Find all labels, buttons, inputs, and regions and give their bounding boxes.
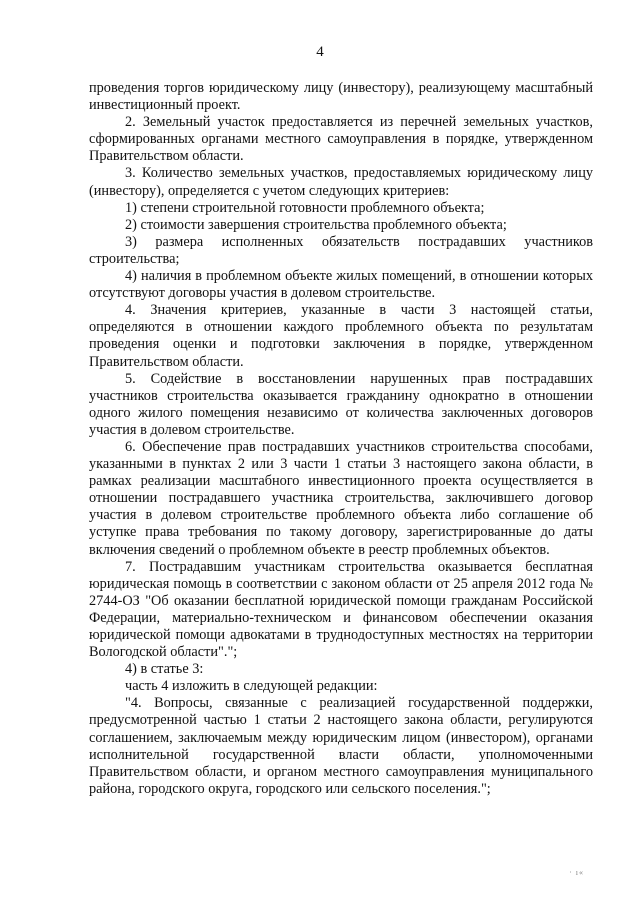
criterion-item-1: 1) степени строительной готовности проблемного объекта; xyxy=(125,199,485,216)
criterion-item-3: 3) размера исполненных обязательств пострадавших участников строительства; xyxy=(89,233,593,267)
paragraph-part-6: 6. Обеспечение прав пострадавших участников строительства способами, указанными в пунктах 2 или 3 части 1 статьи 3 настоящего закона области, в рамках реализации масштабного инвестиционного проекта осуществляется в отношении пострадавшего участника строительства, заключившего договор участия в долевом строительстве проблемного объекта либо соглашение об уступке права требования по такому договору, зарегистрированные до даты включения сведений о проблемном объекте в реестр проблемных объектов. xyxy=(89,438,593,558)
paragraph-continuation: проведения торгов юридическому лицу (инвестору), реализующему масштабный инвестиционный проект. xyxy=(89,80,593,114)
criterion-item-2: 2) стоимости завершения строительства проблемного объекта; xyxy=(125,216,507,233)
paragraph-part-7: 7. Пострадавшим участникам строительства оказывается бесплатная юридическая помощь в соответствии с законом области от 25 апреля 2012 года № 2744-ОЗ "Об оказании бесплатной юридической помощи гражданам Российской Федерации, материально-техническом и финансовом обеспечении оказания юридической помощи адвокатами в труднодоступных местностях на территории Вологодской области"."; xyxy=(89,558,593,661)
paragraph-part-5: 5. Содействие в восстановлении нарушенных прав пострадавших участников строительства оказывается гражданину однократно в отношении одного жилого помещения независимо от количества заключенных договоров участия в долевом строительстве. xyxy=(89,370,593,438)
corner-scan-mark: · ı« xyxy=(569,868,584,877)
paragraph-part-3: 3. Количество земельных участков, предоставляемых юридическому лицу (инвестору), определяется с учетом следующих критериев: xyxy=(89,165,593,199)
amendment-instruction: часть 4 изложить в следующей редакции: xyxy=(125,678,378,695)
amendment-new-text: "4. Вопросы, связанные с реализацией государственной поддержки, предусмотренной частью 1 статьи 2 настоящего закона области, регулируются соглашением, заключаемым между юридическим лицом (инвестором), органами исполнительной государственной власти области, уполномоченными Правительством области, и органом местного самоуправления муниципального района, городского округа, городского или сельского поселения."; xyxy=(89,695,593,797)
paragraph-part-2: 2. Земельный участок предоставляется из перечней земельных участков, сформированных органами местного самоуправления в порядке, утвержденном Правительством области. xyxy=(89,114,593,165)
criterion-item-4: 4) наличия в проблемном объекте жилых помещений, в отношении которых отсутствуют договоры участия в долевом строительстве. xyxy=(89,268,593,302)
document-body xyxy=(89,80,593,798)
page-number: 4 xyxy=(316,44,324,60)
paragraph-part-4: 4. Значения критериев, указанные в части 3 настоящей статьи, определяются в отношении каждого проблемного объекта по результатам проведения оценки и подготовки заключения в порядке, утвержденном Правительством области. xyxy=(89,302,593,370)
amendment-item-4: 4) в статье 3: xyxy=(125,661,204,678)
